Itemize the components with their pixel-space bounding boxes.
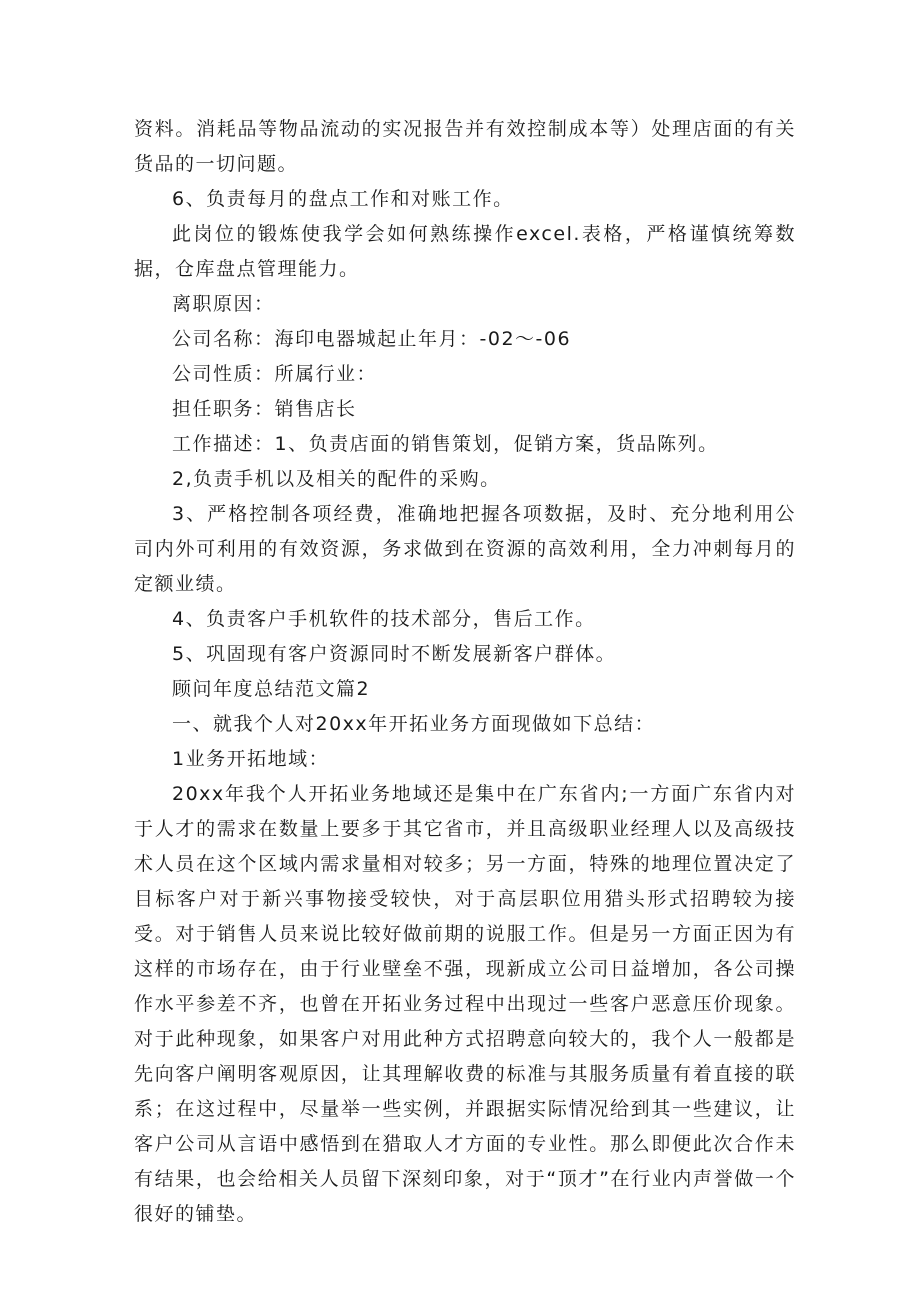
paragraph-summary-intro: 一、就我个人对20xx年开拓业务方面现做如下总结： (172, 713, 656, 735)
paragraph-company-type: 公司性质：所属行业： (172, 363, 378, 385)
paragraph-company-name: 公司名称：海印电器城起止年月：-02〜-06 (172, 328, 572, 350)
paragraph-item-4: 4、负责客户手机软件的技术部分，售后工作。 (172, 608, 596, 630)
paragraph-skills: 此岗位的锻炼使我学会如何熟练操作excel.表格，严格谨慎统筹数据，仓库盘点管理能力。 (134, 223, 796, 280)
paragraph-continuation: 资料。消耗品等物品流动的实况报告并有效控制成本等）处理店面的有关货品的一切问题。 (134, 118, 796, 175)
paragraph-job-description: 工作描述：1、负责店面的销售策划，促销方案，货品陈列。 (172, 433, 719, 455)
section-title: 顾问年度总结范文篇2 (172, 678, 371, 700)
paragraph-subheading: 1业务开拓地域： (172, 748, 330, 770)
paragraph-item-5: 5、巩固现有客户资源同时不断发展新客户群体。 (172, 643, 617, 665)
paragraph-item-2: 2,负责手机以及相关的配件的采购。 (172, 468, 501, 490)
paragraph-position: 担任职务：销售店长 (172, 398, 357, 420)
paragraph-body-long: 20xx年我个人开拓业务地域还是集中在广东省内;一方面广东省内对于人才的需求在数量上要多于其它省市，并且高级职业经理人以及高级技术人员在这个区域内需求量相对较多；另一方面，特殊的地理位置决定了目标客户对于新兴事物接受较快，对于高层职位用猎头形式招聘较为接受。对于销售人员来说比较好做前期的说服工作。但是另一方面正因为有这样的市场存在，由于行业壁垒不强，现新成立公司日益增加，各公司操作水平参差不齐，也曾在开拓业务过程中出现过一些客户恶意压价现象。对于此种现象，如果客户对用此种方式招聘意向较大的，我个人一般都是先向客户阐明客观原因，让其理解收费的标准与其服务质量有着直接的联系；在这过程中，尽量举一些实例，并跟据实际情况给到其一些建议，让客户公司从言语中感悟到在猎取人才方面的专业性。那么即便此次合作未有结果，也会给相关人员留下深刻印象，对于“顶才”在行业内声誉做一个很好的铺垫。 (134, 783, 796, 1225)
paragraph-item-6: 6、负责每月的盘点工作和对账工作。 (172, 188, 514, 210)
paragraph-item-3: 3、严格控制各项经费，准确地把握各项数据，及时、充分地利用公司内外可利用的有效资源，务求做到在资源的高效利用，全力冲刺每月的定额业绩。 (134, 503, 796, 595)
document-body (134, 112, 796, 1232)
paragraph-leave-reason: 离职原因： (172, 293, 275, 315)
